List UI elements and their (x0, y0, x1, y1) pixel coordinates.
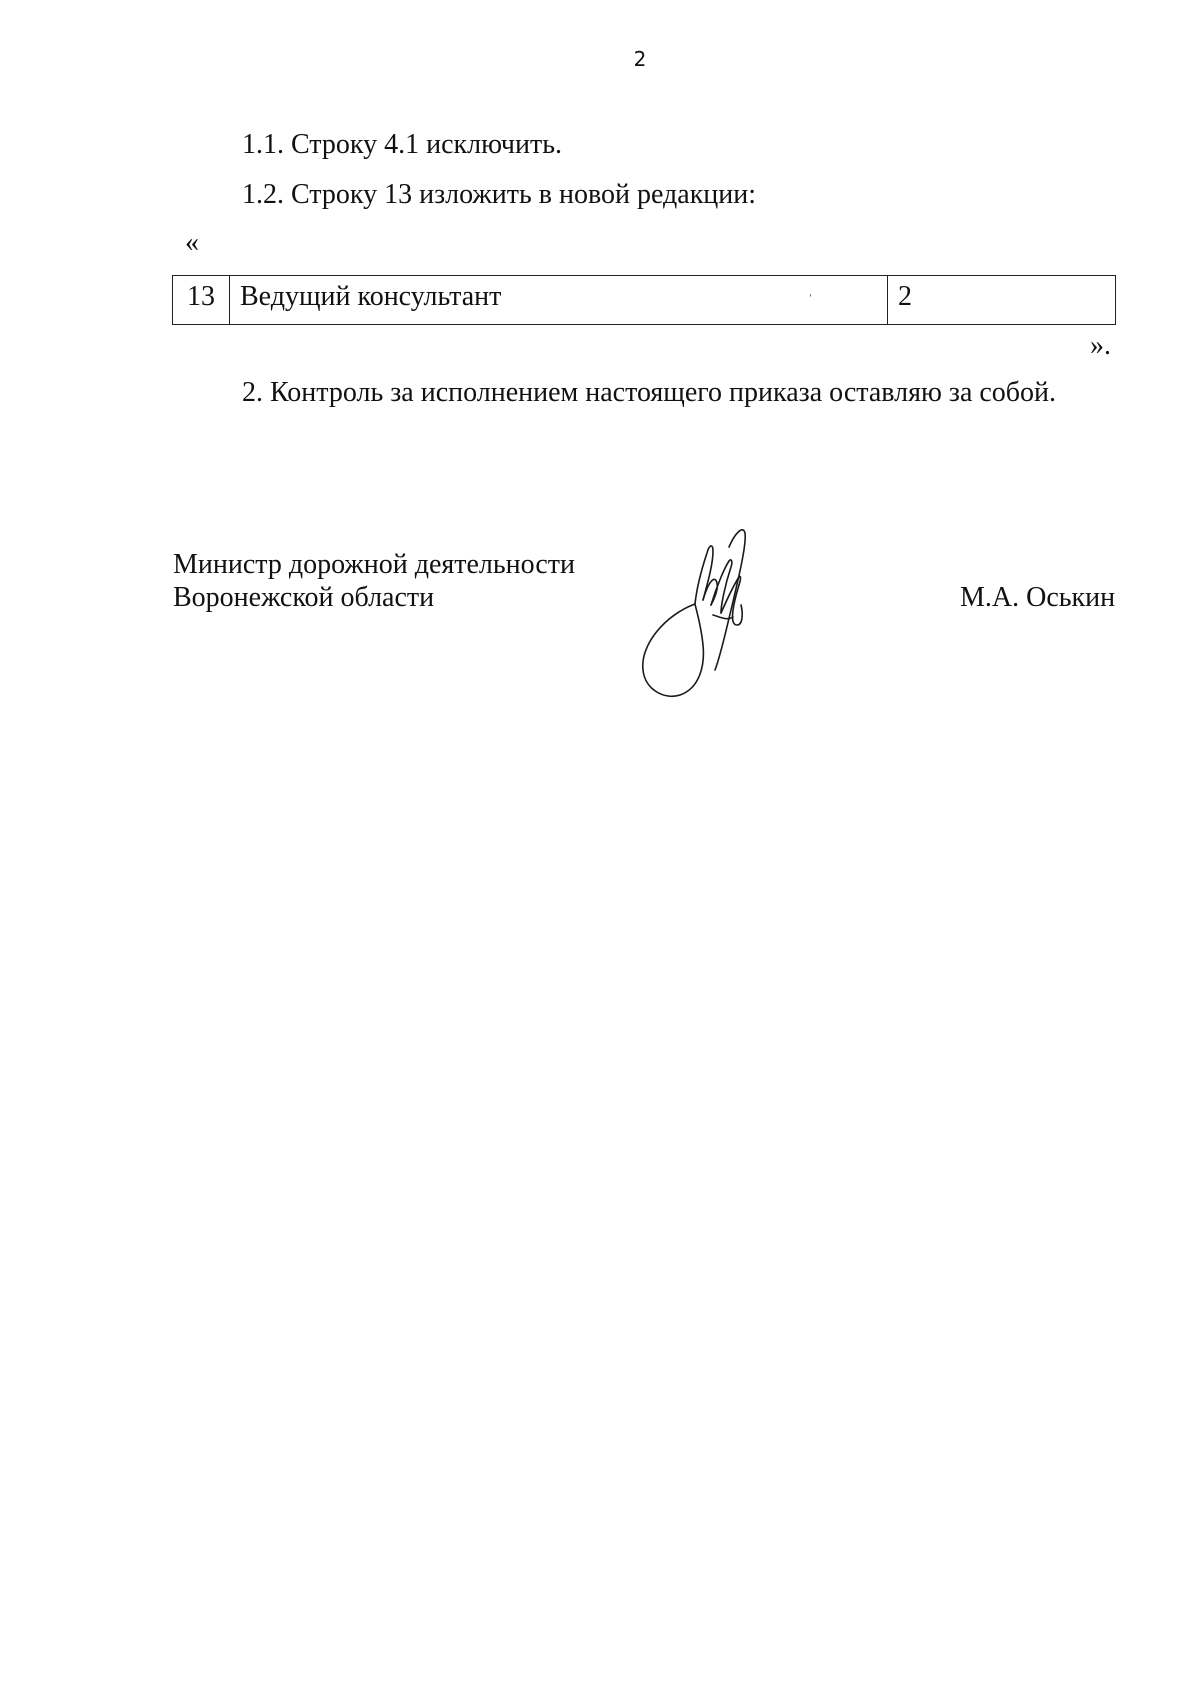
table-cell-position-text: Ведущий консультант (240, 281, 502, 312)
page-number: 2 (633, 47, 647, 71)
amendment-table (172, 275, 1116, 325)
signatory-title-line-1: Министр дорожной деятельности (173, 549, 576, 580)
opening-quote: « (185, 227, 199, 258)
table-cell-count: 2 (898, 281, 912, 312)
item-1-1: 1.1. Строку 4.1 исключить. (242, 129, 563, 160)
table-cell-number: 13 (173, 276, 230, 324)
item-1-2: 1.2. Строку 13 изложить в новой редакции: (242, 179, 757, 210)
signatory-title-line-2: Воронежской области (173, 582, 435, 613)
item-2: 2. Контроль за исполнением настоящего приказа оставляю за собой. (242, 377, 1057, 408)
scan-mark-icon: ˈ (808, 293, 813, 308)
table-cell-position (230, 276, 888, 324)
closing-quote: ». (1090, 330, 1111, 361)
handwritten-signature-icon (625, 505, 825, 705)
signatory-name: М.А. Оськин (960, 582, 1116, 613)
signatory-title (173, 548, 575, 614)
